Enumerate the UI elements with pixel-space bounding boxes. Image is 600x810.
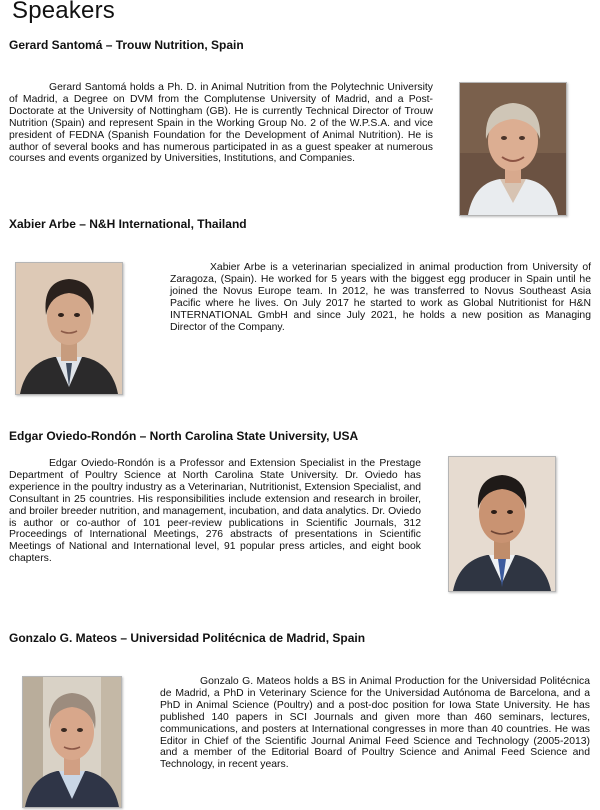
speaker-photo-mateos <box>22 676 122 808</box>
speaker-heading-oviedo: Edgar Oviedo-Rondón – North Carolina State University, USA <box>9 429 359 443</box>
speaker-heading-arbe: Xabier Arbe – N&H International, Thailand <box>9 217 247 231</box>
speaker-bio-arbe: Xabier Arbe is a veterinarian specialized in animal production from University of Zaragoza, (Spain). He worked for 5 years with the biggest egg producer in Spain until he joined the Novus Europe team. In 2012, he was transferred to Novus Southeast Asia Pacific where he lives. On July 2017 he started to work as Global Nutritionist for H&N INTERNATIONAL GmbH and since July 2021, he holds a new position as Managing Director of the Company. <box>170 262 591 333</box>
speaker-photo-santoma <box>459 82 567 216</box>
page-title: Speakers <box>12 0 115 24</box>
speaker-heading-santoma: Gerard Santomá – Trouw Nutrition, Spain <box>9 38 244 52</box>
speaker-photo-oviedo <box>448 456 556 592</box>
speaker-bio-santoma: Gerard Santomá holds a Ph. D. in Animal Nutrition from the Polytechnic University of Madrid, a Degree on DVM from the Complutense University of Madrid, and a Post-Doctorate at the University of Nottingham (GB). He is currently Technical Director of Trouw Nutrition (Spain) and represent Spain in the Working Group No. 2 of the W.P.S.A. and vice president of FEDNA (Spanish Foundation for the Development of Animal Nutrition). He is author of several books and has numerous participated in as a guest speaker at numerous courses and events organized by Universities, Institutions, and Companies. <box>9 82 433 165</box>
speaker-bio-mateos: Gonzalo G. Mateos holds a BS in Animal Production for the Universidad Politécnica de Madrid, a PhD in Veterinary Science for the Universidad Autónoma de Barcelona, and a PhD in Animal Science (Poultry) and a post-doc position for Iowa State University. He has published 140 papers in SCI Journals and given more than 460 seminars, lectures, communications, and posters at International congresses in more than 40 countries. He was Editor in Chief of the Scientific Journal Animal Feed Science and Technology (2005-2013) and a member of the Editorial Board of Poultry Science and Animal Feed Science and Technology, in recent years. <box>160 676 590 771</box>
speaker-bio-oviedo: Edgar Oviedo-Rondón is a Professor and Extension Specialist in the Prestage Department of Poultry Science at North Carolina State University. Dr. Oviedo has experience in the poultry industry as a Veterinarian, Nutritionist, Extension Specialist, and Consultant in 25 countries. His responsibilities include extension and research in broiler, and broiler breeder nutrition, and management, incubation, and data analytics. Dr. Oviedo is author or co-author of 101 peer-review publications in Scientific Journals, 312 Proceedings of International Meetings, 276 abstracts of presentations in Scientific Meetings of National and International level, 91 popular press articles, and eight book chapters. <box>9 458 421 565</box>
speaker-photo-arbe <box>15 262 123 395</box>
speaker-heading-mateos: Gonzalo G. Mateos – Universidad Politécnica de Madrid, Spain <box>9 631 366 645</box>
